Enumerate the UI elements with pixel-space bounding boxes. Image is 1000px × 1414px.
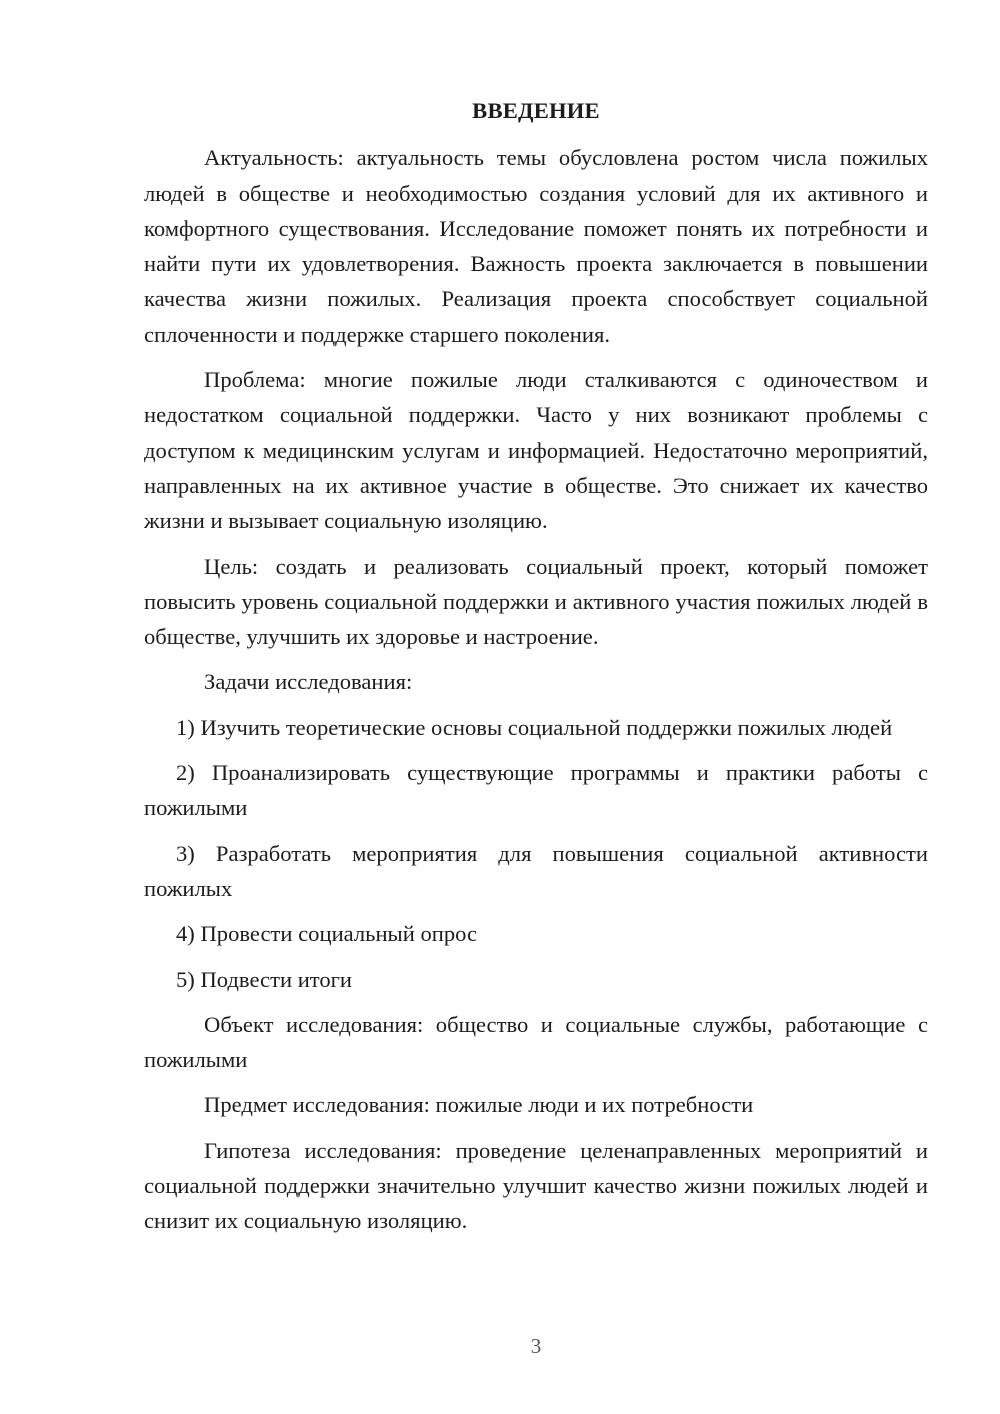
goal-paragraph: Цель: создать и реализовать социальный проект, который поможет повысить уровень социальной поддержки и активного участия пожилых людей в обществе, улучшить их здоровье и настроение. (144, 553, 928, 650)
task-item: 3) Разработать мероприятия для повышения социальной активности пожилых (144, 840, 928, 901)
problem-paragraph: Проблема: многие пожилые люди сталкиваются с одиночеством и недостатком социальной поддержки. Часто у них возникают проблемы с доступом к медицинским услугам и информацией. Недостаточно мероприятий, направленных на их активное участие в обществе. Это снижает их качество жизни и вызывает социальную изоляцию. (144, 367, 928, 534)
page-number: 3 (530, 1334, 542, 1358)
task-item: 1) Изучить теоретические основы социальной поддержки пожилых людей (176, 714, 893, 740)
object-paragraph: Объект исследования: общество и социальные службы, работающие с пожилыми (144, 1011, 928, 1073)
document-page (144, 93, 928, 1239)
task-item: 4) Провести социальный опрос (176, 921, 478, 947)
hypothesis-paragraph: Гипотеза исследования: проведение целенаправленных мероприятий и социальной поддержки значительно улучшит качество жизни пожилых людей и снизит их социальную изоляцию. (144, 1137, 928, 1234)
relevance-paragraph: Актуальность: актуальность темы обусловлена ростом числа пожилых людей в обществе и необходимостью создания условий для их активного и комфортного существования. Исследование поможет понять их потребности и найти пути их удовлетворения. Важность проекта заключается в повышении качества жизни пожилых. Реализация проекта способствует социальной сплоченности и поддержке старшего поколения. (144, 145, 928, 347)
task-item: 2) Проанализировать существующие программы и практики работы с пожилыми (144, 760, 928, 821)
subject-paragraph: Предмет исследования: пожилые люди и их потребности (204, 1092, 754, 1118)
section-heading: ВВЕДЕНИЕ (472, 98, 600, 123)
task-item: 5) Подвести итоги (176, 966, 353, 992)
tasks-label: Задачи исследования: (204, 669, 413, 695)
